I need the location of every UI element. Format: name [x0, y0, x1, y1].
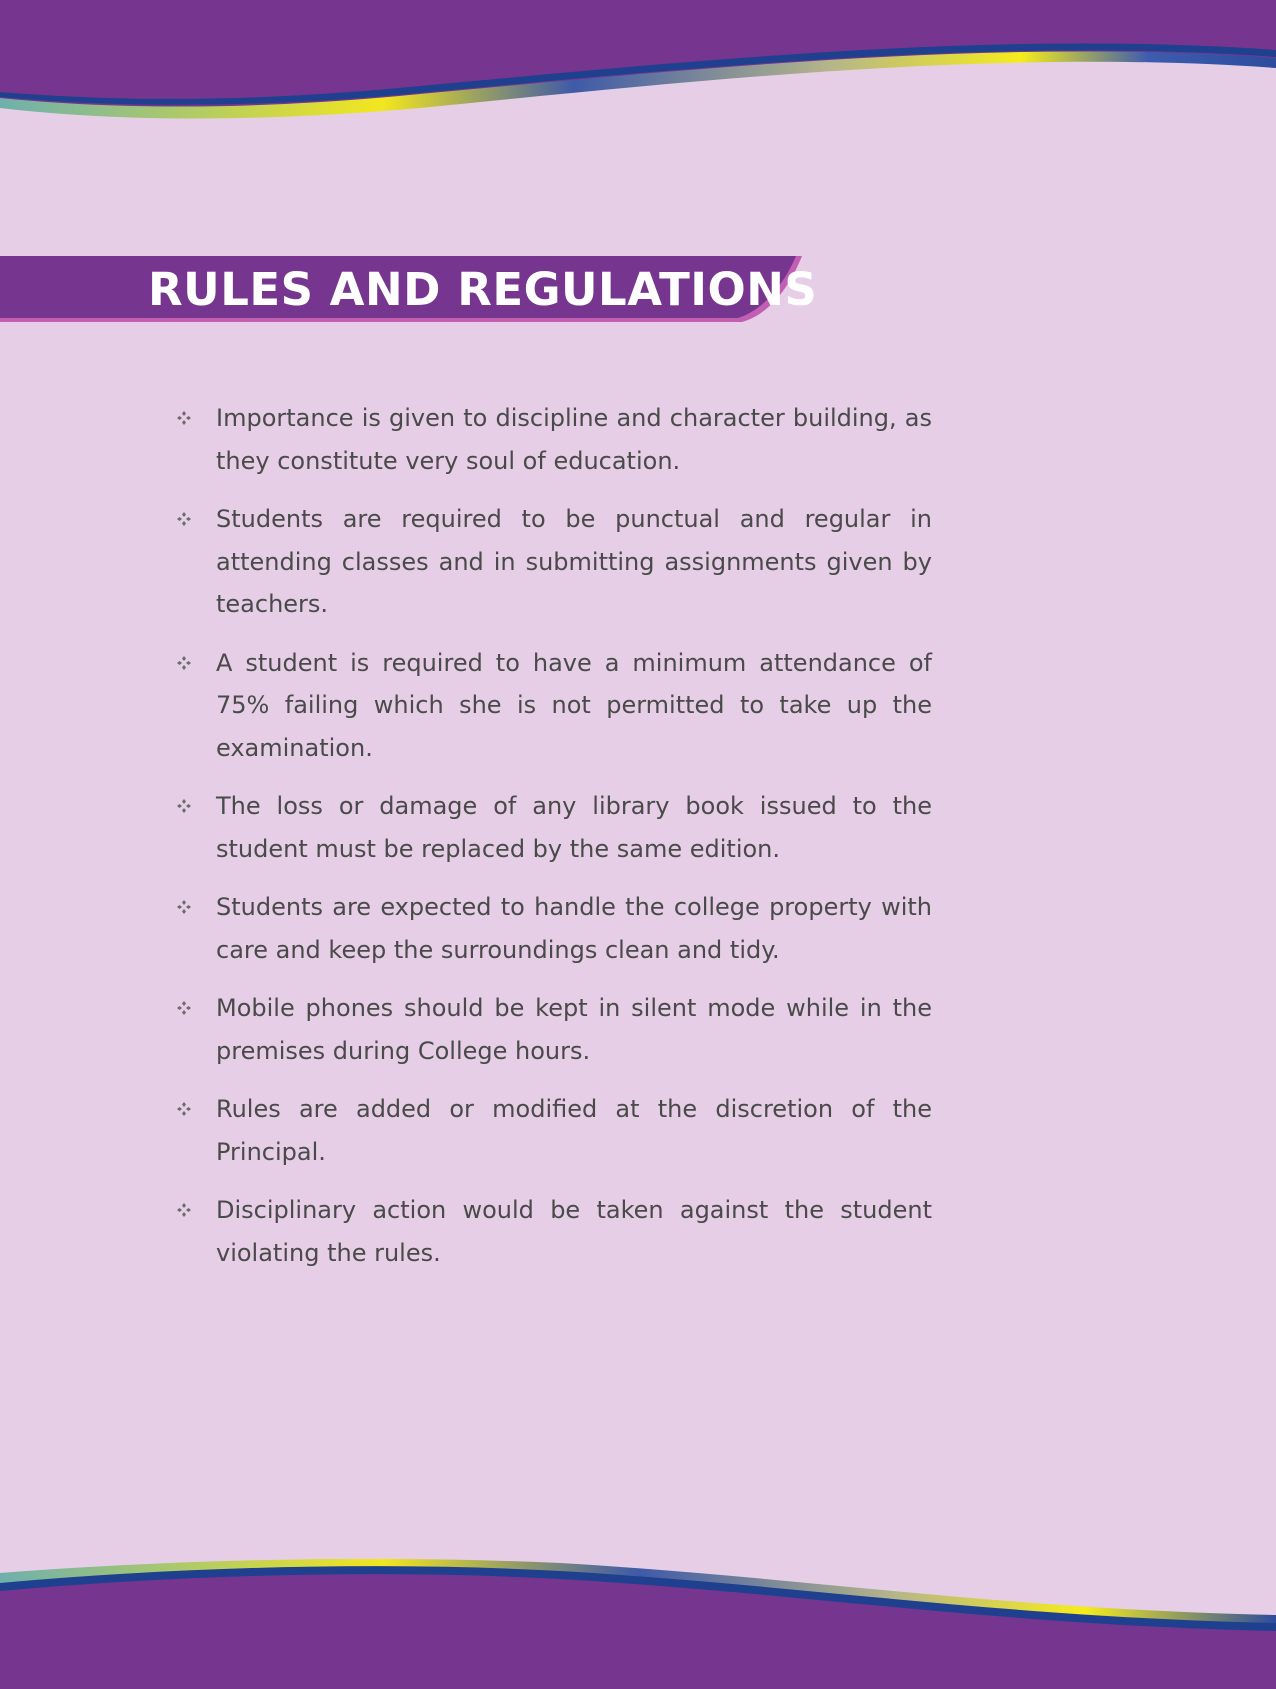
rule-text: Disciplinary action would be taken against the student violating the rules. [216, 1196, 932, 1267]
list-item [176, 785, 932, 870]
four-diamond-bullet-icon [176, 410, 192, 426]
rule-text: Rules are added or modified at the discretion of the Principal. [216, 1095, 932, 1166]
four-diamond-bullet-icon [176, 798, 192, 814]
list-item [176, 397, 932, 482]
top-wave-decoration [0, 0, 1276, 130]
rules-list [176, 397, 932, 1290]
four-diamond-bullet-icon [176, 655, 192, 671]
bottom-wave-decoration [0, 1559, 1276, 1689]
list-item [176, 498, 932, 626]
rule-text: Students are expected to handle the college property with care and keep the surroundings clean and tidy. [216, 893, 932, 964]
list-item [176, 886, 932, 971]
list-item [176, 1189, 932, 1274]
four-diamond-bullet-icon [176, 511, 192, 527]
rule-text: Mobile phones should be kept in silent mode while in the premises during College hours. [216, 994, 932, 1065]
page-title: RULES AND REGULATIONS [148, 263, 818, 316]
list-item [176, 1088, 932, 1173]
four-diamond-bullet-icon [176, 1202, 192, 1218]
rule-text: Students are required to be punctual and regular in attending classes and in submitting assignments given by teachers. [216, 505, 932, 618]
rule-text: The loss or damage of any library book issued to the student must be replaced by the same edition. [216, 792, 932, 863]
four-diamond-bullet-icon [176, 1000, 192, 1016]
title-banner [0, 256, 818, 326]
rule-text: A student is required to have a minimum attendance of 75% failing which she is not permitted to take up the examination. [216, 648, 932, 762]
rule-text: Importance is given to discipline and character building, as they constitute very soul of education. [216, 404, 932, 475]
four-diamond-bullet-icon [176, 1101, 192, 1117]
list-item [176, 642, 932, 770]
four-diamond-bullet-icon [176, 899, 192, 915]
list-item [176, 987, 932, 1072]
